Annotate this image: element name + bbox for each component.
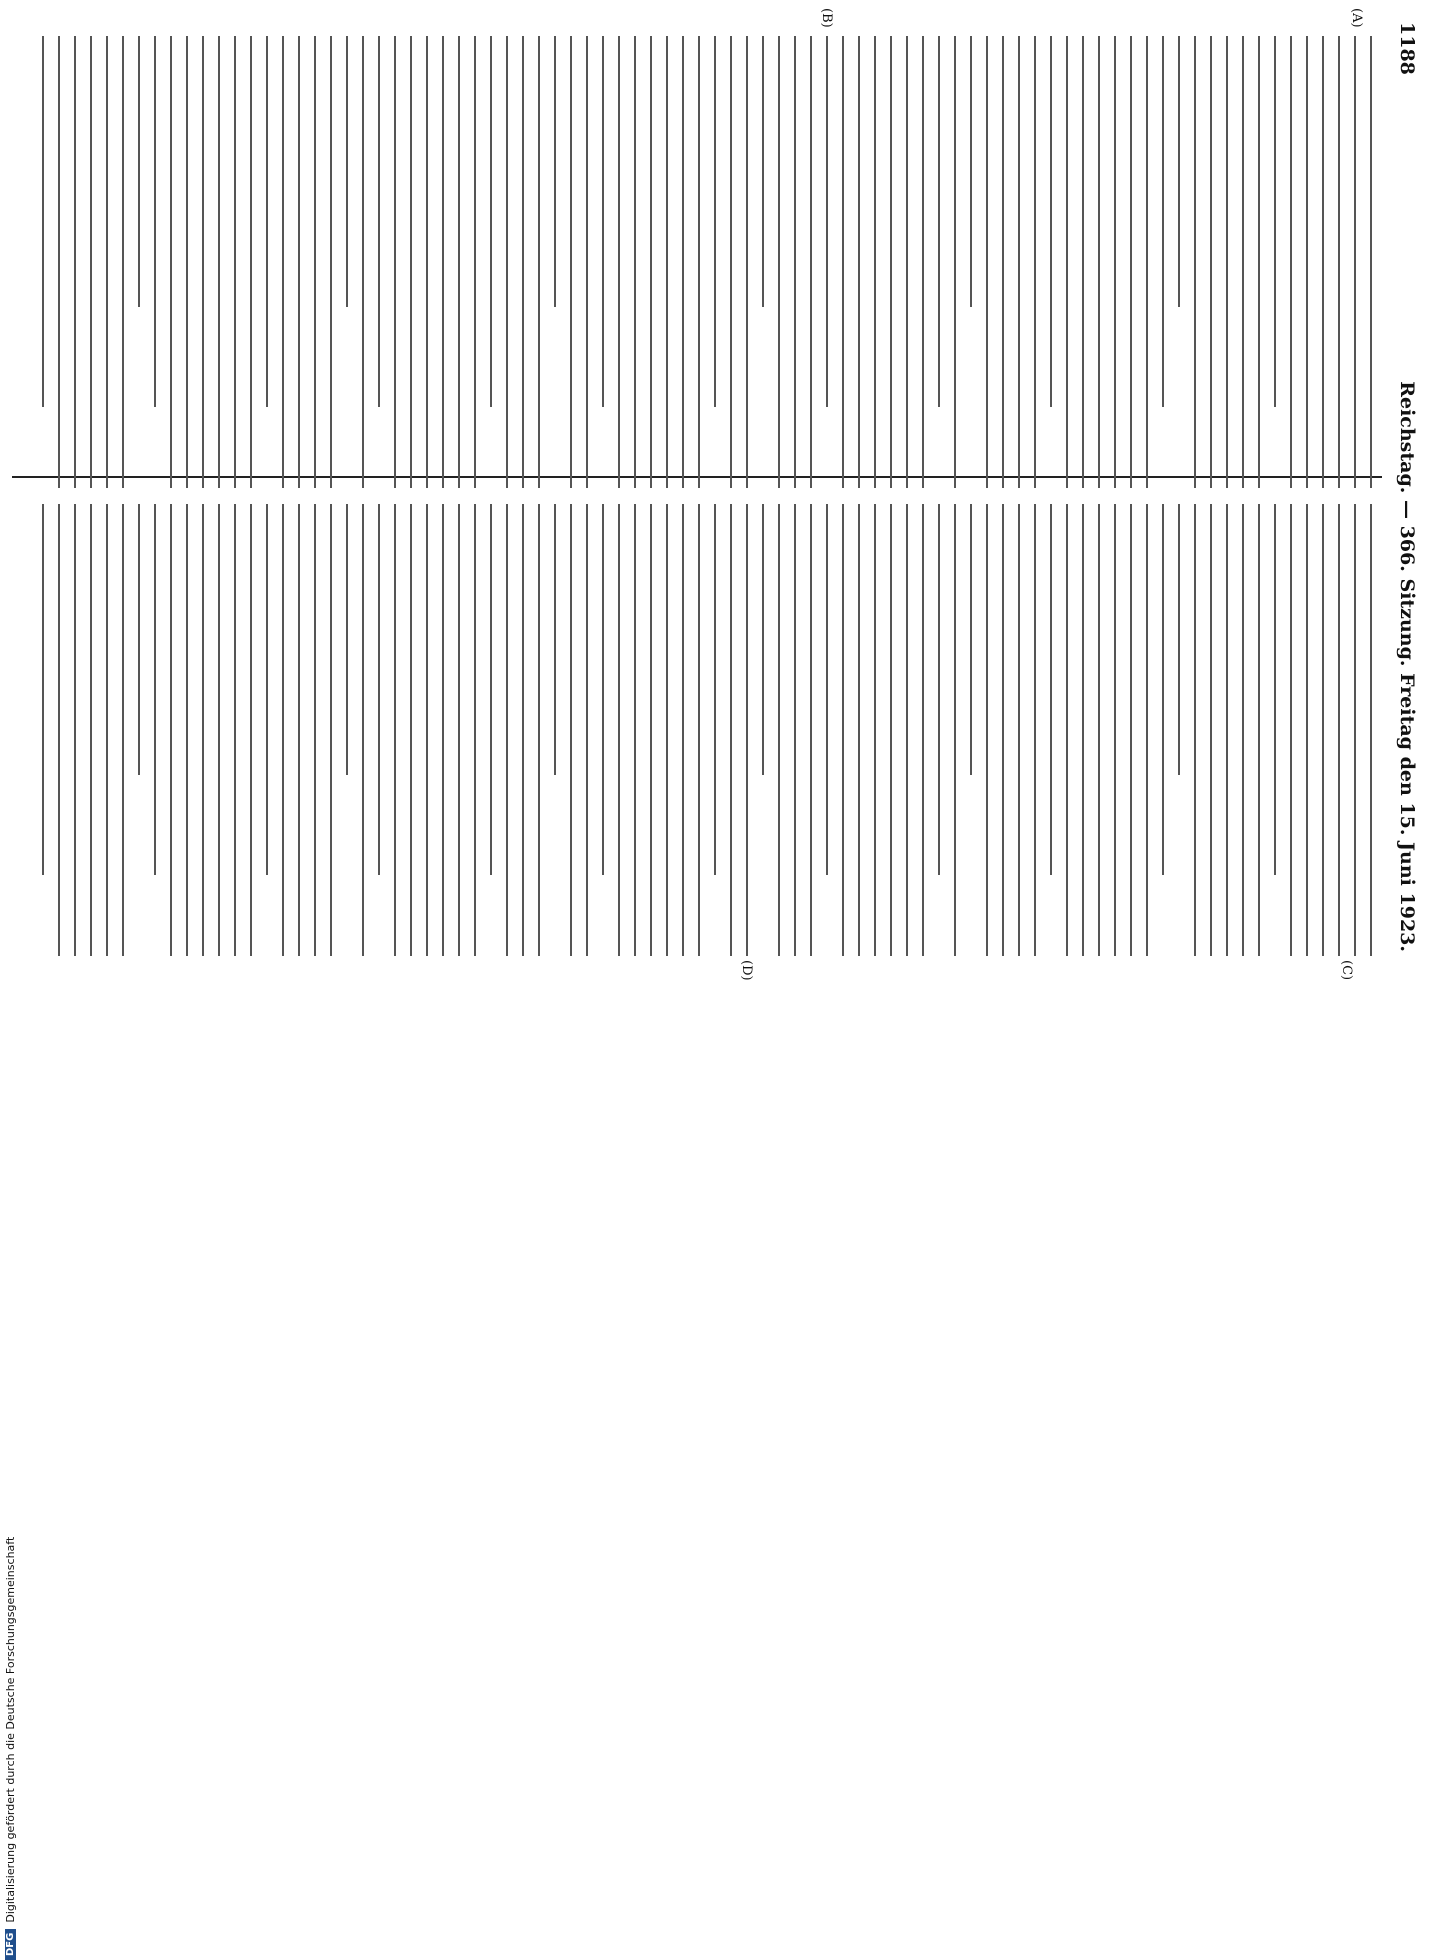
text-line — [522, 504, 524, 956]
text-line — [858, 36, 860, 488]
text-line — [490, 504, 492, 875]
text-line — [490, 36, 492, 407]
text-line — [1162, 36, 1164, 407]
text-line — [650, 36, 652, 488]
text-line — [794, 504, 796, 956]
text-line — [1306, 36, 1308, 488]
text-line — [58, 36, 60, 488]
text-line — [1226, 504, 1228, 956]
text-line — [554, 36, 556, 307]
text-line — [282, 36, 284, 488]
text-line — [202, 36, 204, 488]
text-line — [458, 504, 460, 956]
text-line — [1130, 504, 1132, 956]
text-line — [938, 504, 940, 875]
text-line — [202, 504, 204, 956]
text-line — [618, 504, 620, 956]
text-line — [426, 36, 428, 488]
text-line — [666, 504, 668, 956]
text-line — [1306, 504, 1308, 956]
text-line — [410, 36, 412, 488]
text-line — [298, 36, 300, 488]
text-line — [1018, 36, 1020, 488]
footer — [0, 960, 20, 1960]
text-line — [138, 504, 140, 775]
right-column — [28, 504, 1372, 956]
text-line — [330, 36, 332, 488]
text-line — [186, 36, 188, 488]
text-line — [1082, 504, 1084, 956]
text-line — [170, 36, 172, 488]
text-line — [794, 36, 796, 488]
text-line — [106, 36, 108, 488]
text-line — [826, 36, 828, 407]
text-line — [842, 504, 844, 956]
text-line — [554, 504, 556, 775]
text-line — [954, 504, 956, 956]
text-line — [906, 36, 908, 488]
text-line — [698, 504, 700, 956]
text-line — [570, 504, 572, 956]
text-line — [42, 36, 44, 407]
text-line — [42, 504, 44, 875]
text-line — [762, 36, 764, 307]
text-line — [1290, 36, 1292, 488]
margin-marker-b: (B) — [819, 8, 834, 28]
text-line — [522, 36, 524, 488]
text-line — [298, 504, 300, 956]
footer-text: Digitalisierung gefördert durch die Deutsche Forschungsgemeinschaft — [3, 1536, 17, 1923]
left-column — [28, 36, 1372, 488]
text-line — [1066, 36, 1068, 488]
text-line — [1370, 36, 1372, 488]
text-line — [394, 36, 396, 488]
text-line — [1146, 504, 1148, 956]
text-line — [874, 504, 876, 956]
page-number: 1188 — [1396, 22, 1418, 75]
text-line — [170, 504, 172, 956]
text-line — [506, 36, 508, 488]
text-line — [442, 504, 444, 956]
text-line — [1370, 504, 1372, 956]
text-line — [666, 36, 668, 488]
text-line — [586, 504, 588, 956]
text-line — [122, 36, 124, 488]
text-line — [1050, 36, 1052, 407]
text-line — [842, 36, 844, 488]
page-title: Reichstag. — 366. Sitzung. Freitag den 15. Juni 1923. — [1396, 381, 1418, 952]
text-line — [538, 504, 540, 956]
text-line — [1210, 36, 1212, 488]
text-line — [890, 36, 892, 488]
text-line — [1066, 504, 1068, 956]
text-line — [1018, 504, 1020, 956]
text-line — [778, 504, 780, 956]
text-line — [874, 36, 876, 488]
text-line — [282, 504, 284, 956]
text-line — [778, 36, 780, 488]
text-line — [1114, 504, 1116, 956]
text-line — [106, 504, 108, 956]
text-line — [90, 36, 92, 488]
text-line — [1354, 36, 1356, 488]
text-line — [1258, 504, 1260, 956]
text-line — [1274, 36, 1276, 407]
text-line — [634, 36, 636, 488]
text-line — [378, 504, 380, 875]
text-line — [1242, 36, 1244, 488]
text-line — [1050, 504, 1052, 875]
margin-marker-c: (C) — [1339, 960, 1354, 981]
text-line — [682, 504, 684, 956]
text-line — [1194, 36, 1196, 488]
text-line — [1034, 36, 1036, 488]
text-line — [1162, 504, 1164, 875]
text-line — [1178, 36, 1180, 307]
text-line — [1322, 504, 1324, 956]
text-line — [714, 36, 716, 407]
text-line — [986, 36, 988, 488]
text-line — [122, 504, 124, 956]
text-line — [154, 504, 156, 875]
text-line — [922, 504, 924, 956]
text-line — [1274, 504, 1276, 875]
text-line — [1130, 36, 1132, 488]
text-line — [394, 504, 396, 956]
text-line — [858, 504, 860, 956]
text-line — [634, 504, 636, 956]
text-line — [826, 504, 828, 875]
text-line — [218, 36, 220, 488]
text-line — [1178, 504, 1180, 775]
text-line — [618, 36, 620, 488]
text-line — [538, 36, 540, 488]
text-line — [346, 36, 348, 307]
text-line — [810, 504, 812, 956]
text-line — [474, 504, 476, 956]
text-line — [426, 504, 428, 956]
text-line — [1354, 504, 1356, 956]
margin-marker-d: (D) — [739, 960, 754, 981]
text-line — [602, 36, 604, 407]
text-line — [138, 36, 140, 307]
text-line — [250, 504, 252, 956]
text-line — [266, 504, 268, 875]
text-line — [474, 36, 476, 488]
text-line — [1338, 36, 1340, 488]
text-line — [90, 504, 92, 956]
text-line — [1034, 504, 1036, 956]
text-line — [314, 504, 316, 956]
text-line — [506, 504, 508, 956]
text-line — [938, 36, 940, 407]
text-line — [234, 36, 236, 488]
text-line — [906, 504, 908, 956]
text-line — [970, 504, 972, 775]
text-line — [1194, 504, 1196, 956]
text-line — [330, 504, 332, 956]
text-line — [442, 36, 444, 488]
text-line — [1098, 36, 1100, 488]
text-line — [682, 36, 684, 488]
text-line — [1242, 504, 1244, 956]
text-line — [1098, 504, 1100, 956]
text-line — [762, 504, 764, 775]
margin-marker-a: (A) — [1349, 8, 1364, 28]
text-line — [218, 504, 220, 956]
text-line — [810, 36, 812, 488]
page-header — [1394, 22, 1420, 952]
text-line — [1338, 504, 1340, 956]
text-line — [1210, 504, 1212, 956]
text-line — [714, 504, 716, 875]
text-line — [730, 504, 732, 956]
text-line — [1322, 36, 1324, 488]
text-line — [698, 36, 700, 488]
text-line — [1082, 36, 1084, 488]
text-line — [378, 36, 380, 407]
text-line — [362, 504, 364, 956]
text-line — [1290, 504, 1292, 956]
text-line — [922, 36, 924, 488]
text-line — [1146, 36, 1148, 488]
text-line — [154, 36, 156, 407]
text-line — [362, 36, 364, 488]
text-line — [890, 504, 892, 956]
text-line — [266, 36, 268, 407]
text-line — [1002, 36, 1004, 488]
text-line — [346, 504, 348, 775]
text-line — [954, 36, 956, 488]
text-line — [1226, 36, 1228, 488]
text-line — [250, 36, 252, 488]
text-line — [746, 36, 748, 488]
text-line — [410, 504, 412, 956]
text-line — [58, 504, 60, 956]
text-line — [186, 504, 188, 956]
text-line — [602, 504, 604, 875]
text-line — [1258, 36, 1260, 488]
dfg-logo: DFG — [5, 1929, 16, 1960]
text-line — [746, 504, 748, 956]
text-line — [234, 504, 236, 956]
text-line — [314, 36, 316, 488]
text-line — [1002, 504, 1004, 956]
text-line — [1114, 36, 1116, 488]
text-line — [74, 504, 76, 956]
text-line — [986, 504, 988, 956]
text-line — [74, 36, 76, 488]
text-line — [570, 36, 572, 488]
text-line — [970, 36, 972, 307]
text-line — [650, 504, 652, 956]
text-line — [730, 36, 732, 488]
text-line — [458, 36, 460, 488]
text-line — [586, 36, 588, 488]
